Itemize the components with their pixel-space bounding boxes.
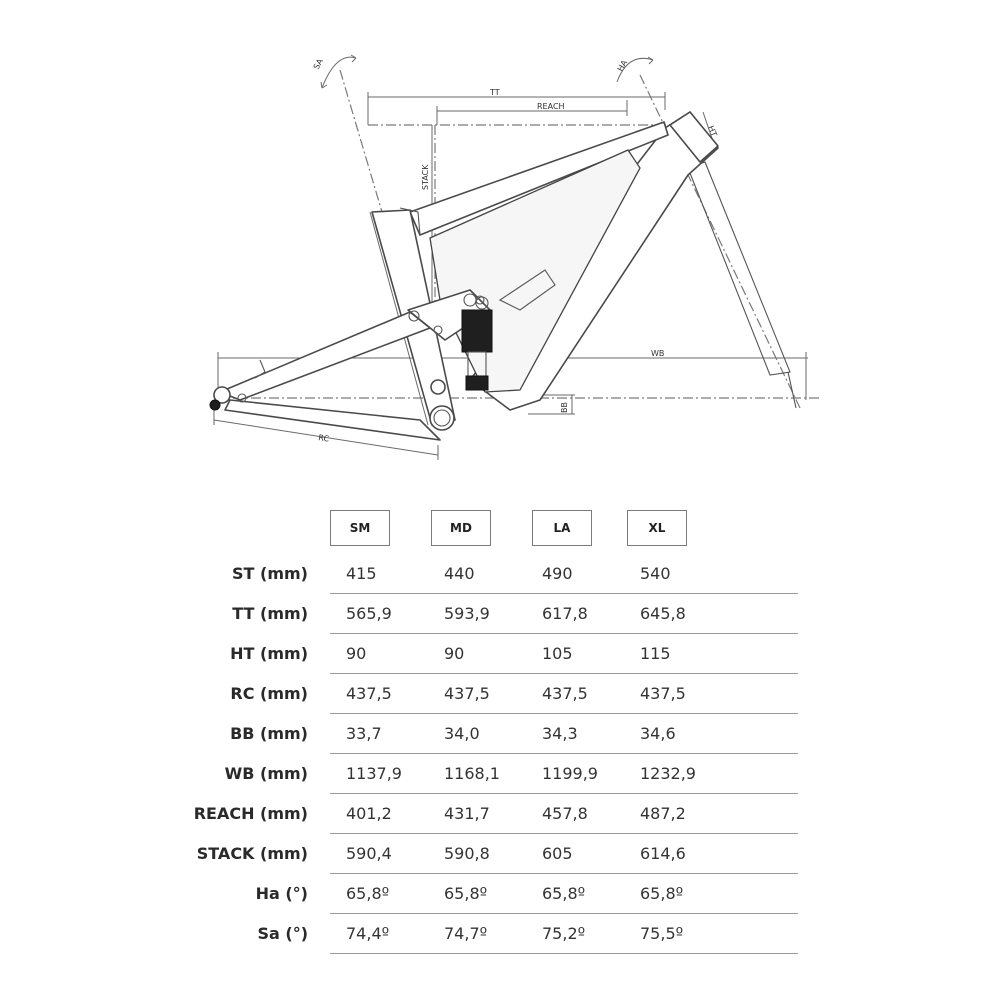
cell-sm: 74,4º	[346, 924, 390, 943]
cell-la: 75,2º	[542, 924, 586, 943]
ht-label: HT	[706, 124, 719, 138]
cell-sm: 65,8º	[346, 884, 390, 903]
size-header-xl: XL	[627, 510, 687, 546]
cell-sm: 590,4	[346, 844, 392, 863]
cell-md: 590,8	[444, 844, 490, 863]
row-label: TT (mm)	[232, 604, 308, 623]
wb-label: WB	[651, 349, 665, 358]
cell-md: 90	[444, 644, 465, 663]
cell-la: 457,8	[542, 804, 588, 823]
row-label: Sa (°)	[257, 924, 308, 943]
cell-la: 65,8º	[542, 884, 586, 903]
cell-la: 617,8	[542, 604, 588, 623]
size-header-sm: SM	[330, 510, 390, 546]
reach-label: REACH	[537, 102, 565, 111]
tt-label: TT	[490, 88, 500, 97]
table-row	[0, 554, 1000, 594]
cell-xl: 540	[640, 564, 671, 583]
table-row	[0, 634, 1000, 674]
cell-xl: 1232,9	[640, 764, 696, 783]
cell-sm: 415	[346, 564, 377, 583]
row-label: WB (mm)	[224, 764, 308, 783]
table-row	[0, 874, 1000, 914]
cell-md: 74,7º	[444, 924, 488, 943]
cell-sm: 90	[346, 644, 367, 663]
table-row	[0, 834, 1000, 874]
cell-la: 105	[542, 644, 573, 663]
cell-md: 34,0	[444, 724, 480, 743]
cell-xl: 645,8	[640, 604, 686, 623]
size-header-la: LA	[532, 510, 592, 546]
row-label: Ha (°)	[255, 884, 308, 903]
row-label: ST (mm)	[232, 564, 308, 583]
table-row	[0, 674, 1000, 714]
cell-md: 593,9	[444, 604, 490, 623]
row-divider	[330, 953, 798, 954]
cell-xl: 65,8º	[640, 884, 684, 903]
cell-md: 431,7	[444, 804, 490, 823]
cell-sm: 1137,9	[346, 764, 402, 783]
row-label: REACH (mm)	[193, 804, 308, 823]
cell-sm: 565,9	[346, 604, 392, 623]
row-label: RC (mm)	[230, 684, 308, 703]
table-row	[0, 914, 1000, 954]
size-header-md: MD	[431, 510, 491, 546]
cell-xl: 115	[640, 644, 671, 663]
cell-sm: 33,7	[346, 724, 382, 743]
cell-xl: 487,2	[640, 804, 686, 823]
cell-la: 605	[542, 844, 573, 863]
cell-la: 1199,9	[542, 764, 598, 783]
cell-la: 437,5	[542, 684, 588, 703]
cell-md: 437,5	[444, 684, 490, 703]
row-label: STACK (mm)	[196, 844, 308, 863]
cell-xl: 437,5	[640, 684, 686, 703]
cell-md: 440	[444, 564, 475, 583]
cell-la: 34,3	[542, 724, 578, 743]
cell-xl: 75,5º	[640, 924, 684, 943]
row-label: BB (mm)	[230, 724, 308, 743]
cell-xl: 34,6	[640, 724, 676, 743]
rc-label: RC	[317, 433, 330, 444]
cell-md: 65,8º	[444, 884, 488, 903]
cell-sm: 437,5	[346, 684, 392, 703]
table-row	[0, 794, 1000, 834]
bb-label: BB	[560, 402, 569, 413]
cell-md: 1168,1	[444, 764, 500, 783]
sa-label: SA	[311, 57, 325, 71]
cell-xl: 614,6	[640, 844, 686, 863]
ha-label: HA	[615, 58, 630, 73]
table-row	[0, 594, 1000, 634]
table-row	[0, 714, 1000, 754]
stack-label: STACK	[421, 164, 430, 190]
row-label: HT (mm)	[230, 644, 308, 663]
cell-sm: 401,2	[346, 804, 392, 823]
cell-la: 490	[542, 564, 573, 583]
table-row	[0, 754, 1000, 794]
